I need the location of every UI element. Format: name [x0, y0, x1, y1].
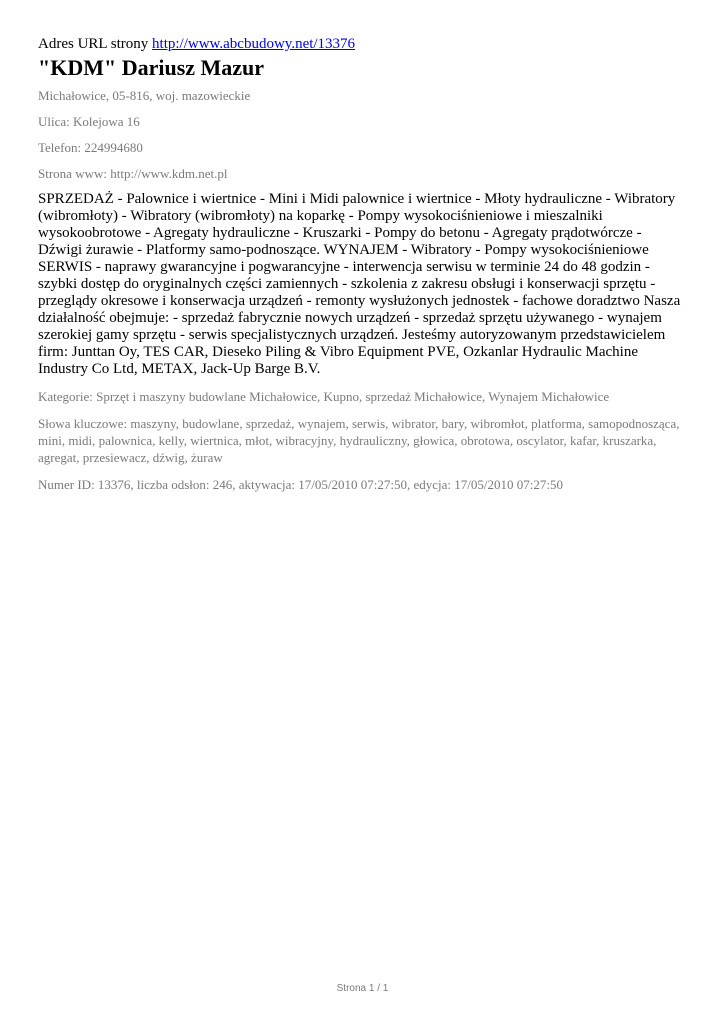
company-street: Ulica: Kolejowa 16: [38, 114, 140, 129]
company-name: "KDM" Dariusz Mazur: [38, 55, 265, 80]
url-label: Adres URL strony: [38, 36, 149, 52]
document-page: [38, 33, 688, 503]
categories-line: Kategorie: Sprzęt i maszyny budowlane Michałowice, Kupno, sprzedaż Michałowice, Wynajem Michałowice: [38, 389, 610, 404]
page-footer: [0, 983, 725, 994]
keywords-line: Słowa kluczowe: maszyny, budowlane, sprzedaż, wynajem, serwis, wibrator, bary, wibromłot, platforma, samopodnosząca, mini, midi, palownica, kelly, wiertnica, młot, wibracyjny, hydrauliczny, głowica, obrotowa, oscylator, kafar, kruszarka, agregat, przesiewacz, dźwig, żuraw: [38, 416, 680, 465]
company-description: SPRZEDAŻ - Palownice i wiertnice - Mini i Midi palownice i wiertnice - Młoty hydrauliczne - Wibratory (wibromłoty) - Wibratory (wibromłoty) na koparkę - Pompy wysokociśnieniowe i mieszalniki wysokoobrotowe - Agregaty hydrauliczne - Kruszarki - Pompy do betonu - Agregaty prądotwórcze - Dźwigi żurawie - Platformy samo-podnoszące. WYNAJEM - Wibratory - Pompy wysokociśnieniowe SERWIS - naprawy gwarancyjne i pogwarancyjne - interwencja serwisu w terminie 24 do 48 godzin - szybki dostęp do oryginalnych części zamiennych - szkolenia z zakresu obsługi i konserwacji sprzętu - przeglądy okresowe i konserwacja urządzeń - remonty wysłużonych jednostek - fachowe doradztwo Nasza działalność obejmuje: - sprzedaż fabrycznie nowych urządzeń - sprzedaż sprzętu używanego - wynajem szerokiej gamy sprzętu - serwis specjalistycznych urządzeń. Jesteśmy autoryzowanym przedstawicielem firm: Junttan Oy, TES CAR, Dieseko Piling & Vibro Equipment PVE, Ozkanlar Hydraulic Machine Industry Co Ltd, METAX, Jack-Up Barge B.V.: [38, 191, 681, 377]
company-phone: Telefon: 224994680: [38, 140, 143, 155]
url-line: [38, 33, 688, 55]
page-number: Strona 1 / 1: [336, 983, 389, 994]
company-location: Michałowice, 05-816, woj. mazowieckie: [38, 88, 251, 103]
company-website: Strona www: http://www.kdm.net.pl: [38, 166, 228, 181]
page-url-link[interactable]: http://www.abcbudowy.net/13376: [152, 36, 356, 52]
record-info-line: Numer ID: 13376, liczba odsłon: 246, aktywacja: 17/05/2010 07:27:50, edycja: 17/05/2010 07:27:50: [38, 477, 563, 492]
